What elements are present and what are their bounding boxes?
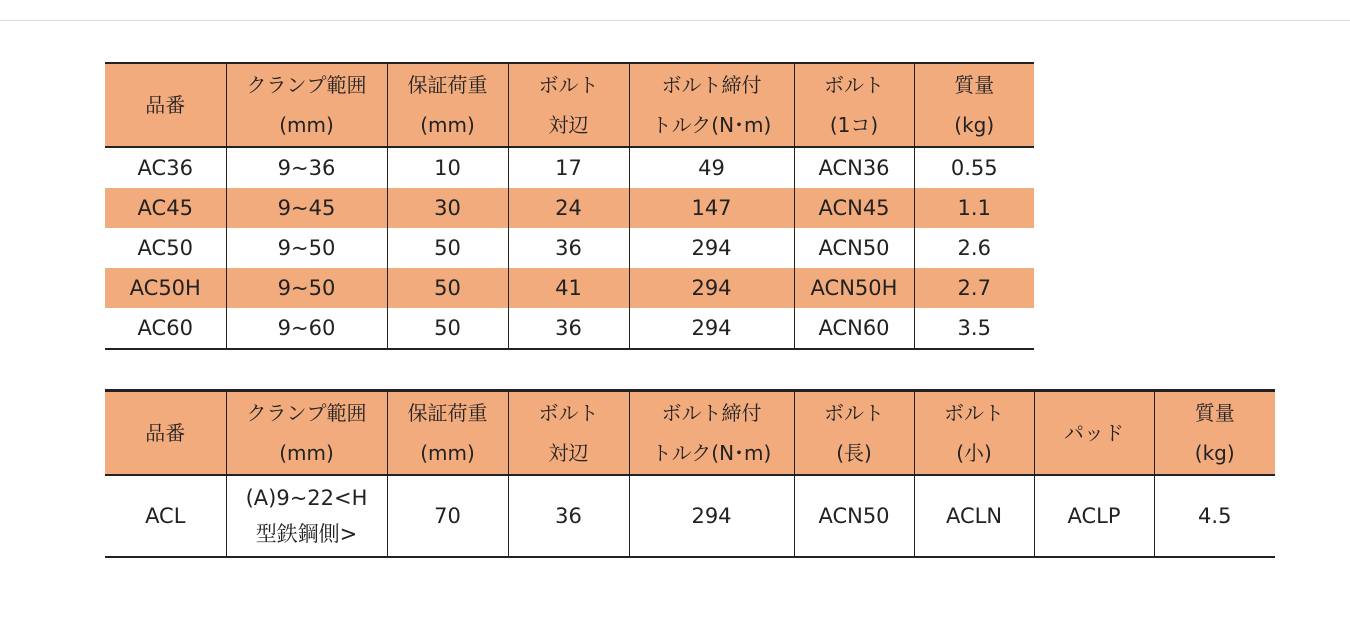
table-row: [105, 188, 1034, 228]
table-header-row: [105, 63, 1034, 147]
cell-bolt-width: 36: [508, 228, 629, 268]
cell-guaranteed-load: 50: [387, 228, 508, 268]
header-guaranteed-load: 保証荷重 (mm): [387, 63, 508, 147]
cell-clamp-range: (A)9~22<H 型鉄鋼側>: [226, 475, 387, 557]
header-mass: 質量 (kg): [914, 63, 1034, 147]
cell-model: AC60: [105, 308, 226, 349]
top-divider: [0, 20, 1350, 21]
table-row: [105, 268, 1034, 308]
header-bolt-torque: ボルト締付 トルク(N･m): [629, 391, 794, 476]
table-row: [105, 475, 1275, 557]
cell-mass: 2.7: [914, 268, 1034, 308]
cell-clamp-range: 9~50: [226, 268, 387, 308]
cell-guaranteed-load: 30: [387, 188, 508, 228]
cell-bolt: ACN45: [794, 188, 914, 228]
cell-bolt-long: ACN50: [794, 475, 914, 557]
cell-bolt-width: 36: [508, 475, 629, 557]
cell-mass: 4.5: [1154, 475, 1275, 557]
cell-mass: 1.1: [914, 188, 1034, 228]
cell-clamp-range: 9~45: [226, 188, 387, 228]
cell-bolt: ACN50: [794, 228, 914, 268]
cell-bolt-width: 24: [508, 188, 629, 228]
header-mass: 質量 (kg): [1154, 391, 1275, 476]
cell-guaranteed-load: 70: [387, 475, 508, 557]
header-model: 品番: [105, 391, 226, 476]
table-header-row: [105, 391, 1275, 476]
table-row: [105, 228, 1034, 268]
header-bolt-long: ボルト (長): [794, 391, 914, 476]
spec-table-ac-series: [105, 62, 1034, 350]
header-bolt-torque: ボルト締付 トルク(N･m): [629, 63, 794, 147]
cell-bolt-width: 36: [508, 308, 629, 349]
cell-guaranteed-load: 50: [387, 308, 508, 349]
header-model: 品番: [105, 63, 226, 147]
cell-clamp-range: 9~36: [226, 147, 387, 188]
cell-model: ACL: [105, 475, 226, 557]
table-row: [105, 147, 1034, 188]
cell-guaranteed-load: 10: [387, 147, 508, 188]
header-bolt-width: ボルト 対辺: [508, 63, 629, 147]
cell-model: AC45: [105, 188, 226, 228]
cell-mass: 3.5: [914, 308, 1034, 349]
cell-torque: 294: [629, 228, 794, 268]
cell-bolt-small: ACLN: [914, 475, 1034, 557]
cell-torque: 147: [629, 188, 794, 228]
header-pad: パッド: [1034, 391, 1154, 476]
header-clamp-range: クランプ範囲 (mm): [226, 391, 387, 476]
table-row: [105, 308, 1034, 349]
header-guaranteed-load: 保証荷重 (mm): [387, 391, 508, 476]
spec-table-acl: [105, 389, 1275, 558]
cell-mass: 0.55: [914, 147, 1034, 188]
header-bolt-width: ボルト 対辺: [508, 391, 629, 476]
cell-bolt: ACN36: [794, 147, 914, 188]
cell-clamp-range: 9~50: [226, 228, 387, 268]
cell-model: AC36: [105, 147, 226, 188]
cell-torque: 294: [629, 268, 794, 308]
cell-model: AC50H: [105, 268, 226, 308]
cell-bolt-width: 41: [508, 268, 629, 308]
cell-guaranteed-load: 50: [387, 268, 508, 308]
cell-mass: 2.6: [914, 228, 1034, 268]
cell-torque: 49: [629, 147, 794, 188]
cell-model: AC50: [105, 228, 226, 268]
cell-clamp-range: 9~60: [226, 308, 387, 349]
cell-torque: 294: [629, 475, 794, 557]
header-bolt-small: ボルト (小): [914, 391, 1034, 476]
header-bolt: ボルト (1コ): [794, 63, 914, 147]
cell-torque: 294: [629, 308, 794, 349]
cell-pad: ACLP: [1034, 475, 1154, 557]
header-clamp-range: クランプ範囲 (mm): [226, 63, 387, 147]
cell-bolt: ACN60: [794, 308, 914, 349]
cell-bolt-width: 17: [508, 147, 629, 188]
cell-bolt: ACN50H: [794, 268, 914, 308]
